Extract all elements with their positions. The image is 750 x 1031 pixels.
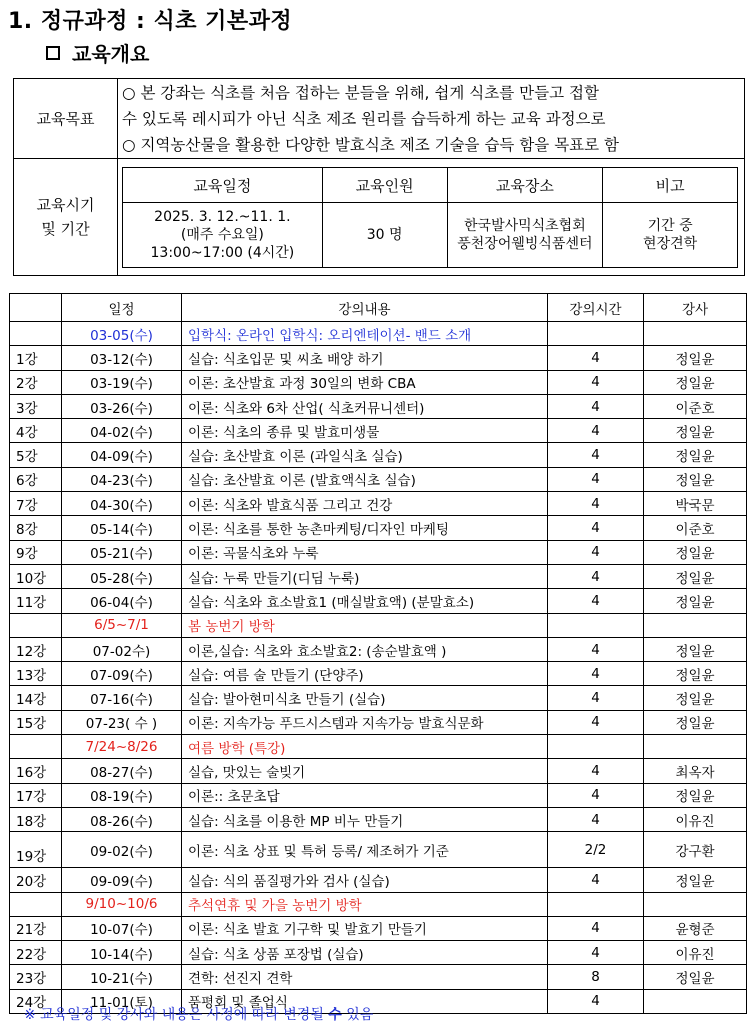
period-row (14, 159, 744, 275)
date-cell: 04-30(수) (62, 492, 182, 516)
date-cell: 03-12(수) (62, 346, 182, 370)
content-cell: 실습: 식의 품질평가와 검사 (실습) (182, 868, 548, 892)
info-header-row (123, 168, 738, 203)
table-row (10, 564, 747, 588)
table-row (10, 941, 747, 965)
lecture-number-cell: 10강 (10, 564, 62, 588)
table-row (10, 662, 747, 686)
teacher-cell: 정일윤 (644, 443, 747, 467)
lecture-number-cell: 1강 (10, 346, 62, 370)
content-cell: 이론: 식초와 발효식품 그리고 건강 (182, 492, 548, 516)
content-cell: 봄 농번기 방학 (182, 613, 548, 637)
hours-cell: 4 (548, 783, 644, 807)
overview-box (13, 78, 745, 276)
teacher-cell: 정일윤 (644, 783, 747, 807)
content-cell: 추석연휴 및 가을 농번기 방학 (182, 892, 548, 916)
date-cell: 07-23( 수 ) (62, 710, 182, 734)
lecture-number-cell (10, 322, 62, 346)
table-row (10, 637, 747, 661)
hours-cell: 4 (548, 346, 644, 370)
table-row (10, 965, 747, 989)
date-cell: 06-04(수) (62, 589, 182, 613)
lecture-number-cell: 22강 (10, 941, 62, 965)
remark-line: 현장견학 (643, 236, 698, 252)
date-cell: 08-27(수) (62, 759, 182, 783)
hours-cell: 4 (548, 564, 644, 588)
table-row (10, 419, 747, 443)
content-cell: 실습: 여름 술 만들기 (단양주) (182, 662, 548, 686)
teacher-cell (644, 322, 747, 346)
table-row (10, 613, 747, 637)
info-header-cell: 교육일정 (123, 168, 323, 203)
teacher-cell: 최옥자 (644, 759, 747, 783)
date-cell: 07-16(수) (62, 686, 182, 710)
period-label (14, 159, 118, 275)
teacher-cell: 정일윤 (644, 965, 747, 989)
content-cell: 실습: 식초와 효소발효1 (매실발효액) (분말효소) (182, 589, 548, 613)
lecture-number-cell: 21강 (10, 916, 62, 940)
lecture-number-cell: 8강 (10, 516, 62, 540)
date-cell: 03-26(수) (62, 394, 182, 418)
checkbox-square-icon (46, 46, 60, 60)
hours-cell (548, 613, 644, 637)
teacher-cell: 정일윤 (644, 419, 747, 443)
hours-cell: 4 (548, 419, 644, 443)
content-cell: 이론: 식초와 6차 산업( 식초커뮤니센터) (182, 394, 548, 418)
content-cell: 실습: 발아현미식초 만들기 (실습) (182, 686, 548, 710)
content-cell: 실습: 누룩 만들기(디딤 누룩) (182, 564, 548, 588)
date-cell: 08-26(수) (62, 807, 182, 831)
place-line: 한국발사믹식초협회 (464, 218, 586, 234)
goal-text (122, 80, 740, 158)
teacher-cell: 정일윤 (644, 589, 747, 613)
teacher-cell: 정일윤 (644, 686, 747, 710)
hours-cell: 4 (548, 916, 644, 940)
content-cell: 실습, 맛있는 술빚기 (182, 759, 548, 783)
hours-cell: 4 (548, 759, 644, 783)
header-cell (10, 294, 62, 322)
table-row (10, 589, 747, 613)
goal-row (14, 79, 744, 159)
table-row (10, 492, 747, 516)
hours-cell: 4 (548, 710, 644, 734)
teacher-cell: 정일윤 (644, 370, 747, 394)
teacher-cell: 이준호 (644, 394, 747, 418)
period-label-line: 교육시기 (36, 196, 95, 214)
lecture-number-cell: 4강 (10, 419, 62, 443)
table-row (10, 443, 747, 467)
table-row (10, 916, 747, 940)
lecture-number-cell (10, 735, 62, 759)
content-cell: 이론:: 초문초답 (182, 783, 548, 807)
schedule-line: 13:00~17:00 (4시간) (150, 245, 295, 261)
table-row (10, 346, 747, 370)
date-cell: 05-28(수) (62, 564, 182, 588)
content-cell: 이론: 지속가능 푸드시스템과 지속가능 발효식문화 (182, 710, 548, 734)
lecture-number-cell: 17강 (10, 783, 62, 807)
lecture-number-cell: 11강 (10, 589, 62, 613)
lecture-number-cell: 3강 (10, 394, 62, 418)
document-title: 1. 정규과정 : 식초 기본과정 (8, 9, 293, 34)
lecture-number-cell: 15강 (10, 710, 62, 734)
hours-cell: 4 (548, 989, 644, 1013)
lecture-number-cell: 5강 (10, 443, 62, 467)
lecture-number-cell: 23강 (10, 965, 62, 989)
date-cell: 11-01(토) (62, 989, 182, 1013)
table-row (10, 892, 747, 916)
content-cell: 실습: 초산발효 이론 (발효액식초 실습) (182, 467, 548, 491)
table-row (10, 710, 747, 734)
table-row (10, 735, 747, 759)
lecture-number-cell: 6강 (10, 467, 62, 491)
info-header-cell: 비고 (603, 168, 738, 203)
date-cell: 6/5~7/1 (62, 613, 182, 637)
teacher-cell: 이유진 (644, 807, 747, 831)
teacher-cell: 윤형준 (644, 916, 747, 940)
content-cell: 이론: 식초의 종류 및 발효미생물 (182, 419, 548, 443)
hours-cell: 4 (548, 516, 644, 540)
table-row (10, 868, 747, 892)
teacher-cell: 강구환 (644, 832, 747, 868)
table-row (10, 516, 747, 540)
footnote-text-end: 있음 (341, 1007, 374, 1023)
content-cell: 이론: 식초를 통한 농촌마케팅/디자인 마케팅 (182, 516, 548, 540)
goal-line: 수 있도록 레시피가 아닌 식초 제조 원리를 습득하게 하는 교육 과정으로 (122, 110, 606, 128)
date-cell: 9/10~10/6 (62, 892, 182, 916)
goal-line: ○ 본 강좌는 식초를 처음 접하는 분들을 위해, 쉽게 식초를 만들고 접할 (122, 84, 599, 102)
header-cell: 강의내용 (182, 294, 548, 322)
lecture-number-cell (10, 892, 62, 916)
content-cell: 이론: 식초 상표 및 특허 등록/ 제조허가 기준 (182, 832, 548, 868)
schedule-header-row (10, 294, 747, 322)
date-cell: 05-21(수) (62, 540, 182, 564)
header-cell: 강의시간 (548, 294, 644, 322)
lecture-number-cell: 12강 (10, 637, 62, 661)
hours-cell: 4 (548, 492, 644, 516)
footnote (24, 1004, 373, 1024)
content-cell: 실습: 초산발효 이론 (과일식초 실습) (182, 443, 548, 467)
table-row (10, 394, 747, 418)
date-cell: 7/24~8/26 (62, 735, 182, 759)
hours-cell: 4 (548, 443, 644, 467)
capacity-cell: 30 명 (322, 203, 447, 268)
info-header-cell: 교육인원 (322, 168, 447, 203)
info-table (122, 167, 738, 268)
teacher-cell: 정일윤 (644, 540, 747, 564)
table-row (10, 759, 747, 783)
date-cell: 07-02수) (62, 637, 182, 661)
content-cell: 실습: 식초 상품 포장법 (실습) (182, 941, 548, 965)
schedule-cell (123, 203, 323, 268)
hours-cell: 2/2 (548, 832, 644, 868)
teacher-cell (644, 735, 747, 759)
info-body-row (123, 203, 738, 268)
teacher-cell: 정일윤 (644, 467, 747, 491)
teacher-cell (644, 989, 747, 1013)
content-cell: 이론: 초산발효 과정 30일의 변화 CBA (182, 370, 548, 394)
table-row (10, 322, 747, 346)
date-cell: 09-09(수) (62, 868, 182, 892)
content-cell: 이론: 곡물식초와 누룩 (182, 540, 548, 564)
schedule-line: (매주 수요일) (180, 227, 264, 243)
content-cell: 여름 방학 (특강) (182, 735, 548, 759)
date-cell: 04-23(수) (62, 467, 182, 491)
goal-line: ○ 지역농산물을 활용한 다양한 발효식초 제조 기술을 습득 함을 목표로 함 (122, 136, 620, 154)
section-heading (46, 38, 149, 67)
hours-cell: 4 (548, 370, 644, 394)
content-cell: 실습: 식초를 이용한 MP 비누 만들기 (182, 807, 548, 831)
hours-cell: 4 (548, 394, 644, 418)
schedule-line: 2025. 3. 12.~11. 1. (154, 209, 291, 225)
lecture-number-cell: 16강 (10, 759, 62, 783)
section-heading-text: 교육개요 (72, 42, 150, 66)
teacher-cell: 정일윤 (644, 868, 747, 892)
teacher-cell (644, 892, 747, 916)
place-line: 풍천장어웰빙식품센터 (457, 236, 593, 252)
place-cell (447, 203, 603, 268)
hours-cell: 4 (548, 467, 644, 491)
info-header-cell: 교육장소 (447, 168, 603, 203)
footnote-bold: 수 (328, 1007, 342, 1023)
content-cell: 이론: 식초 발효 기구학 및 발효기 만들기 (182, 916, 548, 940)
teacher-cell: 이유진 (644, 941, 747, 965)
remark-line: 기간 중 (647, 218, 693, 234)
hours-cell: 4 (548, 637, 644, 661)
table-row (10, 467, 747, 491)
lecture-number-cell: 7강 (10, 492, 62, 516)
remark-cell (603, 203, 738, 268)
teacher-cell: 정일윤 (644, 637, 747, 661)
date-cell: 07-09(수) (62, 662, 182, 686)
footnote-text: ※ 교육일정 및 강사와 내용은 사정에 따라 변경될 (24, 1007, 329, 1023)
hours-cell: 8 (548, 965, 644, 989)
date-cell: 09-02(수) (62, 832, 182, 868)
table-row (10, 370, 747, 394)
date-cell: 10-07(수) (62, 916, 182, 940)
table-row (10, 832, 747, 868)
date-cell: 10-21(수) (62, 965, 182, 989)
teacher-cell: 이준호 (644, 516, 747, 540)
teacher-cell: 정일윤 (644, 564, 747, 588)
content-cell: 이론,실습: 식초와 효소발효2: (송순발효액 ) (182, 637, 548, 661)
content-cell: 품평회 및 졸업식 (182, 989, 548, 1013)
date-cell: 04-09(수) (62, 443, 182, 467)
lecture-number-cell: 9강 (10, 540, 62, 564)
date-cell: 03-19(수) (62, 370, 182, 394)
table-row (10, 783, 747, 807)
teacher-cell: 정일윤 (644, 710, 747, 734)
date-cell: 10-14(수) (62, 941, 182, 965)
schedule-table (9, 293, 747, 1014)
lecture-number-cell: 14강 (10, 686, 62, 710)
hours-cell (548, 892, 644, 916)
hours-cell: 4 (548, 807, 644, 831)
hours-cell: 4 (548, 686, 644, 710)
lecture-number-cell: 20강 (10, 868, 62, 892)
header-cell: 강사 (644, 294, 747, 322)
table-row (10, 686, 747, 710)
lecture-number-cell: 19강 (10, 832, 62, 868)
lecture-number-cell: 13강 (10, 662, 62, 686)
teacher-cell (644, 613, 747, 637)
header-cell: 일정 (62, 294, 182, 322)
table-row (10, 540, 747, 564)
lecture-number-cell: 2강 (10, 370, 62, 394)
date-cell: 08-19(수) (62, 783, 182, 807)
date-cell: 03-05(수) (62, 322, 182, 346)
date-cell: 05-14(수) (62, 516, 182, 540)
lecture-number-cell: 24강 (10, 989, 62, 1013)
goal-label: 교육목표 (14, 79, 118, 158)
hours-cell: 4 (548, 941, 644, 965)
hours-cell: 4 (548, 589, 644, 613)
lecture-number-cell (10, 613, 62, 637)
period-label-line: 및 기간 (41, 220, 90, 238)
content-cell: 입학식: 온라인 입학식: 오리엔테이션- 밴드 소개 (182, 322, 548, 346)
hours-cell (548, 322, 644, 346)
hours-cell (548, 735, 644, 759)
hours-cell: 4 (548, 662, 644, 686)
content-cell: 견학: 선진지 견학 (182, 965, 548, 989)
content-cell: 실습: 식초입문 및 씨초 배양 하기 (182, 346, 548, 370)
hours-cell: 4 (548, 540, 644, 564)
table-row (10, 807, 747, 831)
hours-cell: 4 (548, 868, 644, 892)
teacher-cell: 박국문 (644, 492, 747, 516)
date-cell: 04-02(수) (62, 419, 182, 443)
lecture-number-cell: 18강 (10, 807, 62, 831)
teacher-cell: 정일윤 (644, 346, 747, 370)
teacher-cell: 정일윤 (644, 662, 747, 686)
